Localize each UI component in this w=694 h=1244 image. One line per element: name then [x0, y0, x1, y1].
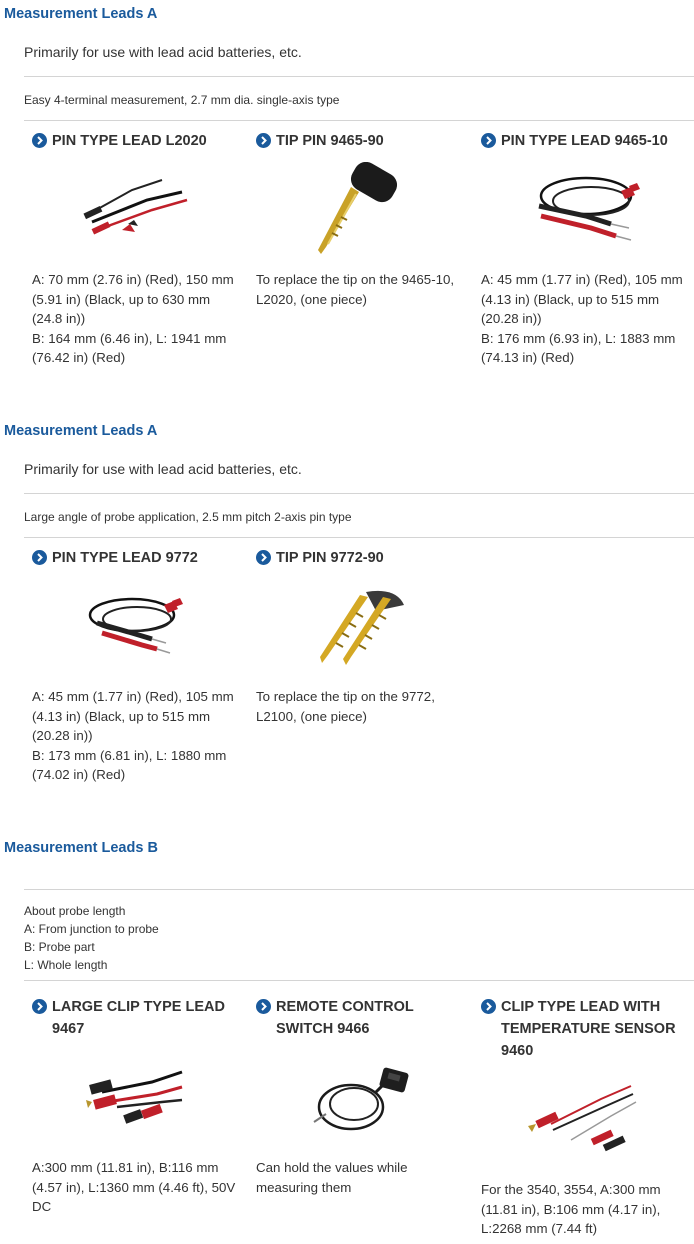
- product-description: A: 45 mm (1.77 in) (Red), 105 mm (4.13 in) (Black, up to 515 mm (20.28 in)) B: 176 mm (6.93 in), L: 1883 mm (74.13 in) (Red): [481, 272, 683, 366]
- product-title-link[interactable]: [32, 996, 242, 1040]
- chevron-right-icon: [256, 999, 271, 1014]
- product-card: [481, 996, 691, 1236]
- product-title: PIN TYPE LEAD L2020: [52, 133, 207, 149]
- product-title: CLIP TYPE LEAD WITH TEMPERATURE SENSOR 9460: [501, 999, 676, 1059]
- product-title: TIP PIN 9772-90: [276, 550, 384, 566]
- chevron-right-icon: [481, 999, 496, 1014]
- pin-type-lead-image: [32, 170, 242, 270]
- remote-switch-image: [256, 1052, 466, 1152]
- product-description: Can hold the values while measuring them: [256, 1160, 408, 1195]
- product-title: REMOTE CONTROL SWITCH 9466: [276, 999, 414, 1037]
- tip-pin-image: [256, 162, 466, 262]
- section-measurement-leads-a-2: [0, 417, 694, 817]
- product-title-link[interactable]: [32, 547, 242, 569]
- large-clip-lead-image: [32, 1052, 242, 1152]
- chevron-right-icon: [32, 550, 47, 565]
- divider: [24, 493, 694, 494]
- chevron-right-icon: [32, 133, 47, 148]
- product-card: [32, 547, 242, 787]
- divider: [24, 980, 694, 981]
- product-card: [256, 130, 466, 370]
- product-description: A: 70 mm (2.76 in) (Red), 150 mm (5.91 in) (Black, up to 630 mm (24.8 in)) B: 164 mm (6.46 in), L: 1941 mm (76.42 in) (Red): [32, 272, 234, 366]
- chevron-right-icon: [32, 999, 47, 1014]
- divider: [24, 76, 694, 77]
- product-card: [481, 130, 691, 370]
- section-description: Primarily for use with lead acid batteries, etc.: [24, 44, 302, 60]
- clip-lead-sensor-image: [481, 1074, 691, 1174]
- note-line: L: Whole length: [24, 958, 108, 972]
- divider: [24, 537, 694, 538]
- divider: [24, 120, 694, 121]
- pin-type-lead-image: [481, 166, 691, 266]
- product-title-link[interactable]: [256, 130, 466, 152]
- product-description: To replace the tip on the 9772, L2100, (one piece): [256, 689, 435, 724]
- product-title: TIP PIN 9465-90: [276, 133, 384, 149]
- product-description: To replace the tip on the 9465-10, L2020, (one piece): [256, 272, 455, 307]
- product-card: [256, 547, 466, 787]
- chevron-right-icon: [256, 133, 271, 148]
- section-note: Large angle of probe application, 2.5 mm pitch 2-axis pin type: [24, 510, 352, 524]
- product-card: [32, 996, 242, 1236]
- tip-pin-pair-image: [256, 577, 466, 677]
- note-line: A: From junction to probe: [24, 922, 159, 936]
- product-description: A: 45 mm (1.77 in) (Red), 105 mm (4.13 in) (Black, up to 515 mm (20.28 in)) B: 173 mm (6.81 in), L: 1880 mm (74.02 in) (Red): [32, 689, 234, 783]
- product-title: PIN TYPE LEAD 9772: [52, 550, 198, 566]
- product-title-link[interactable]: [481, 996, 691, 1062]
- product-card: [256, 996, 466, 1236]
- product-title-link[interactable]: [256, 547, 466, 569]
- product-title: PIN TYPE LEAD 9465-10: [501, 133, 668, 149]
- product-title-link[interactable]: [256, 996, 466, 1040]
- product-description: For the 3540, 3554, A:300 mm (11.81 in), B:106 mm (4.17 in), L:2268 mm (7.44 ft): [481, 1182, 661, 1237]
- product-title: LARGE CLIP TYPE LEAD 9467: [52, 999, 225, 1037]
- section-note: Easy 4-terminal measurement, 2.7 mm dia. single-axis type: [24, 93, 340, 107]
- probe-length-note: [24, 902, 159, 974]
- chevron-right-icon: [481, 133, 496, 148]
- section-title: Measurement Leads A: [4, 423, 158, 439]
- product-description: A:300 mm (11.81 in), B:116 mm (4.57 in), L:1360 mm (4.46 ft), 50V DC: [32, 1160, 236, 1215]
- product-title-link[interactable]: [481, 130, 691, 152]
- pin-type-lead-image: [32, 583, 242, 683]
- section-title: Measurement Leads A: [4, 6, 158, 22]
- section-title: Measurement Leads B: [4, 840, 158, 856]
- section-description: Primarily for use with lead acid batteries, etc.: [24, 461, 302, 477]
- section-measurement-leads-b: [0, 834, 694, 1244]
- product-card: [32, 130, 242, 370]
- note-line: B: Probe part: [24, 940, 95, 954]
- product-title-link[interactable]: [32, 130, 242, 152]
- chevron-right-icon: [256, 550, 271, 565]
- section-measurement-leads-a-1: [0, 0, 694, 400]
- note-line: About probe length: [24, 904, 126, 918]
- divider: [24, 889, 694, 890]
